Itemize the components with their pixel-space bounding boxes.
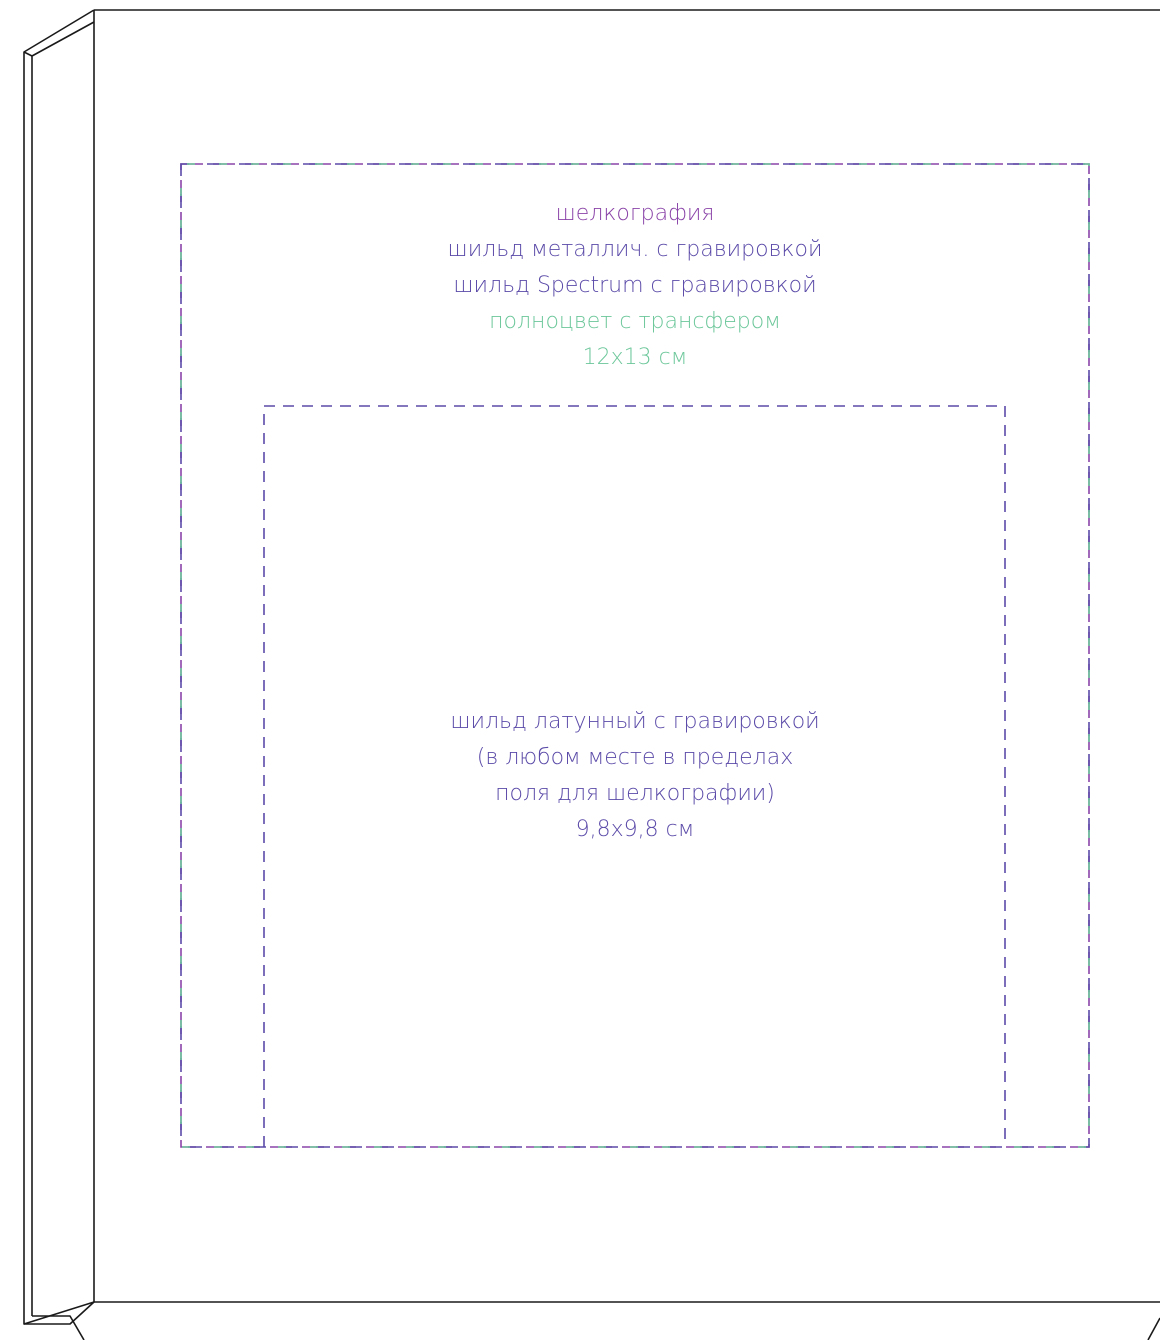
label-silkscreen: шелкография — [555, 201, 715, 226]
label-outer-size: 12х13 см — [582, 345, 688, 370]
label-brass-plate: шильд латунный с гравировкой — [450, 709, 820, 734]
outer-label-line — [335, 340, 935, 376]
label-full-color-transfer: полноцвет с трансфером — [489, 309, 781, 334]
inner-label-line — [335, 704, 935, 740]
inner-label-line — [335, 740, 935, 776]
side-panel-inner-edge — [32, 22, 94, 1316]
label-inner-size: 9,8х9,8 см — [575, 817, 695, 842]
outer-label-line — [335, 304, 935, 340]
label-spectrum-plate: шильд Spectrum с гравировкой — [453, 273, 817, 298]
label-placement-note-2: поля для шелкографии) — [495, 781, 775, 806]
label-metal-plate: шильд металлич. с гравировкой — [447, 237, 823, 262]
side-panel-outline — [24, 10, 94, 1324]
outer-zone-labels — [335, 196, 935, 376]
inner-label-line — [335, 812, 935, 848]
side-panel-top-edge — [24, 52, 32, 56]
inner-label-line — [335, 776, 935, 812]
outer-label-line — [335, 232, 935, 268]
outer-label-line — [335, 196, 935, 232]
inner-zone-labels — [335, 704, 935, 848]
bottom-right-corner — [1148, 1318, 1160, 1340]
label-placement-note-1: (в любом месте в пределах — [476, 745, 794, 770]
outer-label-line — [335, 268, 935, 304]
